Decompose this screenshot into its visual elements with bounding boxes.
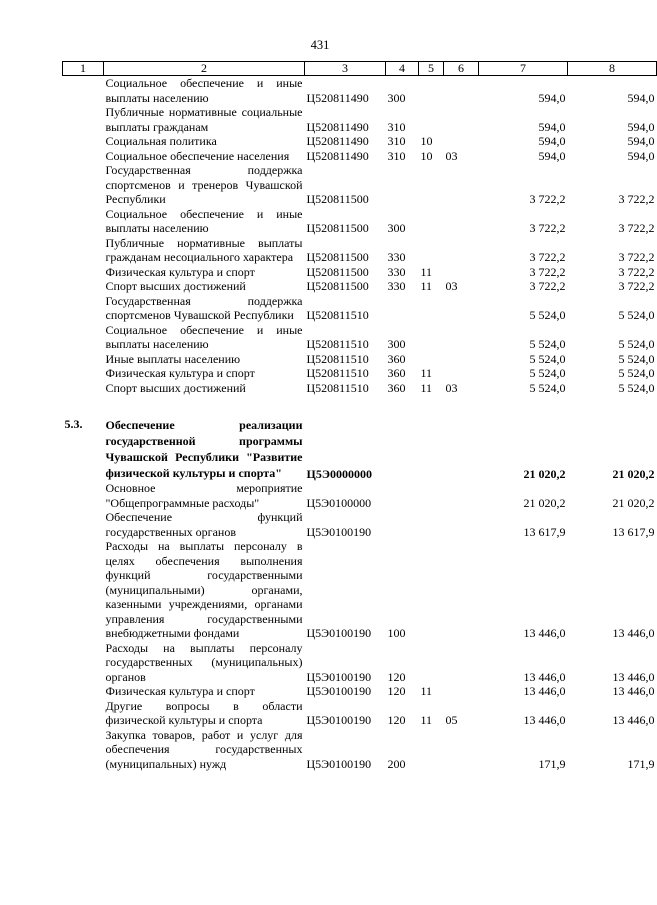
row-number: [63, 352, 104, 367]
row-name: Физическая культура и спорт: [105, 264, 255, 279]
table-row: [63, 684, 657, 699]
row-amount-col8: 3 722,2: [618, 221, 655, 235]
header-col-1: 1: [63, 62, 104, 76]
table-header: [63, 62, 657, 76]
row-amount-col7: 5 524,0: [529, 308, 566, 322]
table-row: [63, 149, 657, 164]
row-amount-col8: 3 722,2: [618, 279, 655, 293]
table-row: [63, 728, 657, 772]
header-col-6: 6: [444, 62, 479, 76]
row-subsection: [444, 323, 479, 352]
row-number: [63, 510, 104, 539]
table-row: [63, 539, 657, 641]
row-subsection: [444, 236, 479, 265]
row-amount-col8: 5 524,0: [618, 308, 655, 322]
row-subsection: [444, 728, 479, 772]
row-section: [419, 510, 444, 539]
row-name: Расходы на выплаты персоналу государственных (муниципальных) органов: [105, 640, 303, 684]
row-expense-group: 330: [387, 264, 406, 279]
row-amount-col7: 5 524,0: [529, 351, 566, 366]
row-expense-group: 310: [387, 119, 406, 134]
row-subsection: [444, 134, 479, 149]
row-target-code: Ц5Э0100190: [306, 713, 372, 727]
row-target-code: Ц5Э0100190: [306, 524, 372, 539]
row-subsection: [444, 366, 479, 381]
row-target-code: Ц5Э0100190: [306, 756, 372, 771]
row-name: Иные выплаты населению: [105, 351, 241, 366]
table-row: [63, 381, 657, 396]
row-number: [63, 265, 104, 280]
header-col-5: 5: [419, 62, 444, 76]
table-row: [63, 699, 657, 728]
row-subsection: 03: [445, 148, 458, 163]
row-expense-group: 360: [387, 351, 406, 366]
row-name: Социальная политика: [105, 134, 217, 148]
row-amount-col8: 594,0: [627, 119, 655, 134]
row-amount-col8: 13 617,9: [612, 524, 655, 539]
row-amount-col7: 594,0: [538, 90, 566, 105]
row-target-code: Ц520811510: [306, 380, 369, 395]
row-expense-group: 120: [387, 684, 406, 698]
row-amount-col7: 5 524,0: [529, 366, 566, 380]
row-number: [63, 76, 104, 106]
row-expense-group: 300: [387, 337, 406, 351]
row-section: [419, 236, 444, 265]
row-subsection: [444, 510, 479, 539]
row-section: [419, 76, 444, 106]
header-col-3: 3: [305, 62, 386, 76]
row-expense-group: [386, 510, 419, 539]
row-amount-col7: 5 524,0: [529, 380, 566, 395]
row-target-code: Ц5Э0100000: [306, 495, 372, 510]
row-amount-col8: 13 446,0: [612, 669, 655, 684]
row-expense-group: 120: [387, 669, 406, 684]
row-name: Социальное обеспечение и иные выплаты населению: [105, 206, 303, 235]
row-section: 11: [420, 366, 433, 380]
row-name: Публичные нормативные социальные выплаты гражданам: [105, 105, 303, 134]
row-subsection: [444, 481, 479, 510]
row-amount-col8: 13 446,0: [612, 626, 655, 640]
row-amount-col8: 171,9: [627, 756, 655, 771]
row-target-code: Ц520811510: [306, 351, 369, 366]
row-section: 11: [420, 264, 433, 279]
row-expense-group: [386, 294, 419, 323]
table-row: [63, 105, 657, 134]
row-name: Основное мероприятие "Общепрограммные расходы": [105, 481, 303, 510]
row-amount-col8: 13 446,0: [612, 713, 655, 727]
row-subsection: 03: [445, 279, 458, 293]
row-name: Спорт высших достижений: [105, 380, 246, 395]
row-target-code: Ц520811490: [306, 90, 369, 105]
row-amount-col8: 3 722,2: [618, 250, 655, 264]
row-subsection: [444, 76, 479, 106]
row-expense-group: [386, 163, 419, 207]
row-number: 5.3.: [64, 417, 83, 431]
table-row: [63, 207, 657, 236]
row-amount-col8: 594,0: [627, 148, 655, 163]
row-amount-col8: 3 722,2: [618, 192, 655, 206]
row-name: Другие вопросы в области физической культуры и спорта: [105, 698, 303, 727]
row-subsection: [444, 105, 479, 134]
row-section: [419, 323, 444, 352]
table-row: [63, 366, 657, 381]
row-name: Социальное обеспечение населения: [105, 148, 290, 163]
row-section: 11: [420, 380, 433, 395]
header-row: [63, 62, 657, 76]
row-number: [63, 236, 104, 265]
row-amount-col7: 13 446,0: [523, 684, 566, 698]
row-number: [63, 105, 104, 134]
table-row: [63, 76, 657, 106]
header-col-4: 4: [386, 62, 419, 76]
row-number: [63, 323, 104, 352]
row-target-code: Ц520811500: [306, 250, 369, 264]
row-section: [419, 105, 444, 134]
row-section: [419, 539, 444, 641]
row-expense-group: [386, 481, 419, 510]
row-name: Обеспечение реализации государственной программы Чувашской Республики "Развитие физической культуры и спорта": [105, 418, 303, 480]
row-target-code: Ц520811500: [306, 192, 369, 206]
table-row: [63, 641, 657, 685]
budget-table: [62, 61, 657, 771]
row-number: [63, 728, 104, 772]
row-amount-col7: 3 722,2: [529, 264, 566, 279]
row-expense-group: 310: [387, 134, 406, 148]
row-target-code: Ц520811490: [306, 119, 369, 134]
row-amount-col7: 13 446,0: [523, 669, 566, 684]
row-expense-group: 360: [387, 380, 406, 395]
row-subsection: [444, 641, 479, 685]
spacer-row: [63, 395, 657, 417]
row-section: [419, 417, 444, 481]
row-number: [63, 641, 104, 685]
row-amount-col7: 594,0: [538, 119, 566, 134]
row-expense-group: 200: [387, 756, 406, 771]
row-amount-col8: 13 446,0: [612, 684, 655, 698]
row-amount-col7: 13 446,0: [523, 626, 566, 640]
row-subsection: [444, 294, 479, 323]
row-section: [419, 294, 444, 323]
row-name: Спорт высших достижений: [105, 279, 246, 293]
row-target-code: Ц520811500: [306, 264, 369, 279]
row-expense-group: 360: [387, 366, 406, 380]
row-amount-col7: 13 446,0: [523, 713, 566, 727]
table-row: [63, 352, 657, 367]
row-section: 11: [420, 684, 433, 698]
row-amount-col7: 5 524,0: [529, 337, 566, 351]
row-name: Закупка товаров, работ и услуг для обеспечения государственных (муниципальных) нужд: [105, 727, 303, 771]
row-amount-col8: 5 524,0: [618, 337, 655, 351]
header-col-2: 2: [104, 62, 305, 76]
table-row: [63, 279, 657, 294]
header-col-8: 8: [568, 62, 657, 76]
row-amount-col7: 3 722,2: [529, 221, 566, 235]
header-col-7: 7: [479, 62, 568, 76]
row-target-code: Ц5Э0000000: [306, 466, 372, 481]
row-section: 10: [420, 134, 433, 148]
row-name: Социальное обеспечение и иные выплаты населению: [105, 322, 303, 351]
row-target-code: Ц5Э0100190: [306, 669, 372, 684]
row-name: Государственная поддержка спортсменов Чувашской Республики: [105, 293, 303, 322]
row-subsection: [444, 265, 479, 280]
row-amount-col7: 13 617,9: [523, 524, 566, 539]
table-row: [63, 481, 657, 510]
row-subsection: 05: [445, 713, 458, 727]
table-row: [63, 236, 657, 265]
row-subsection: [444, 207, 479, 236]
row-number: [63, 134, 104, 149]
row-number: [63, 149, 104, 164]
row-expense-group: 300: [387, 90, 406, 105]
row-number: [63, 381, 104, 396]
row-amount-col7: 3 722,2: [529, 250, 566, 264]
row-expense-group: 100: [387, 626, 406, 640]
row-subsection: 03: [445, 380, 458, 395]
row-name: Публичные нормативные выплаты гражданам несоциального характера: [105, 235, 303, 264]
row-amount-col7: 594,0: [538, 148, 566, 163]
row-subsection: [444, 539, 479, 641]
row-number: [63, 207, 104, 236]
row-subsection: [444, 684, 479, 699]
row-section: [419, 207, 444, 236]
row-target-code: Ц520811490: [306, 134, 369, 148]
row-subsection: [444, 163, 479, 207]
row-target-code: Ц520811500: [306, 279, 369, 293]
row-amount-col7: 21 020,2: [523, 466, 566, 481]
row-amount-col7: 171,9: [538, 756, 566, 771]
row-section: [419, 728, 444, 772]
row-number: [63, 699, 104, 728]
row-section: 11: [420, 279, 433, 293]
table-body: [63, 76, 657, 772]
row-target-code: Ц5Э0100190: [306, 684, 372, 698]
row-section: 10: [420, 148, 433, 163]
row-amount-col8: 5 524,0: [618, 380, 655, 395]
row-name: Физическая культура и спорт: [105, 366, 255, 380]
row-subsection: [444, 417, 479, 481]
row-expense-group: [386, 417, 419, 481]
table-row: [63, 163, 657, 207]
table-row: [63, 323, 657, 352]
row-amount-col8: 594,0: [627, 134, 655, 148]
row-amount-col8: 21 020,2: [612, 495, 655, 510]
row-number: [63, 366, 104, 381]
table-row: [63, 417, 657, 481]
table-row: [63, 294, 657, 323]
row-amount-col8: 5 524,0: [618, 366, 655, 380]
row-expense-group: 330: [387, 279, 406, 293]
row-section: [419, 481, 444, 510]
row-expense-group: 300: [387, 221, 406, 235]
row-amount-col7: 3 722,2: [529, 192, 566, 206]
row-section: 11: [420, 713, 433, 727]
row-name: Расходы на выплаты персоналу в целях обеспечения выполнения функций государственными (муниципальными) органами, казенными учреждениями, органами управления государственными внебюджетными фондами: [105, 539, 303, 640]
row-target-code: Ц520811490: [306, 148, 369, 163]
page-number: 431: [310, 38, 330, 52]
spacer-cell: [63, 395, 657, 417]
row-number: [63, 684, 104, 699]
row-name: Физическая культура и спорт: [105, 684, 255, 698]
row-section: [419, 163, 444, 207]
row-expense-group: 120: [387, 713, 406, 727]
row-number: [63, 163, 104, 207]
row-number: [63, 481, 104, 510]
row-amount-col8: 594,0: [627, 90, 655, 105]
row-number: [63, 539, 104, 641]
row-expense-group: 330: [387, 250, 406, 264]
row-number: [63, 279, 104, 294]
row-subsection: [444, 352, 479, 367]
row-target-code: Ц520811510: [306, 337, 369, 351]
row-target-code: Ц520811510: [306, 366, 369, 380]
row-target-code: Ц5Э0100190: [306, 626, 372, 640]
row-expense-group: 310: [387, 148, 406, 163]
table-row: [63, 134, 657, 149]
row-name: Обеспечение функций государственных органов: [105, 510, 303, 539]
table-row: [63, 510, 657, 539]
row-target-code: Ц520811500: [306, 221, 369, 235]
row-amount-col8: 21 020,2: [612, 466, 655, 481]
row-section: [419, 641, 444, 685]
row-amount-col7: 594,0: [538, 134, 566, 148]
row-amount-col7: 21 020,2: [523, 495, 566, 510]
row-number: [63, 294, 104, 323]
row-target-code: Ц520811510: [306, 308, 369, 322]
row-amount-col8: 3 722,2: [618, 264, 655, 279]
table-row: [63, 265, 657, 280]
row-name: Социальное обеспечение и иные выплаты населению: [105, 76, 303, 105]
row-section: [419, 352, 444, 367]
row-amount-col7: 3 722,2: [529, 279, 566, 293]
row-amount-col8: 5 524,0: [618, 351, 655, 366]
row-name: Государственная поддержка спортсменов и тренеров Чувашской Республики: [105, 163, 303, 206]
